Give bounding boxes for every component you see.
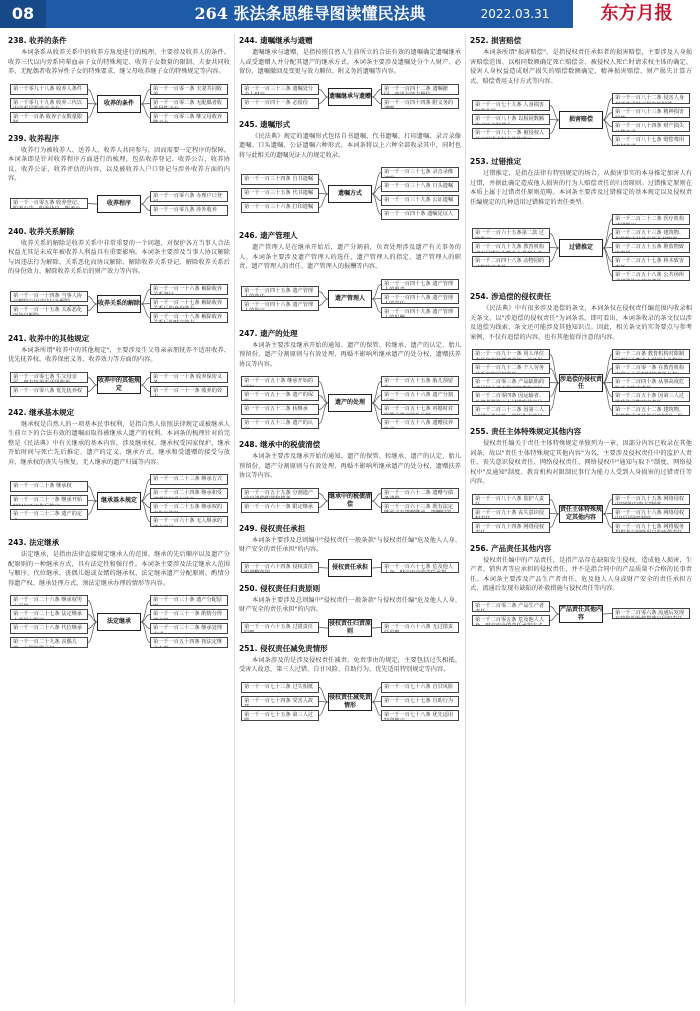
mind-map-node: 第一千一百八十三条 精神损害 xyxy=(612,107,690,118)
connector-line xyxy=(372,493,381,501)
section-title: 254. 涉追偿的侵权责任 xyxy=(470,292,552,301)
connector-line xyxy=(319,299,328,306)
article-section xyxy=(239,644,461,726)
connector-line xyxy=(88,203,97,204)
mind-map-node: 第一千一百二十七条 法定继承 xyxy=(10,609,88,620)
connector-line xyxy=(319,702,328,716)
mind-map-node: 第一千一百五十一条 遗产的保 xyxy=(241,390,319,401)
mind-map-node: 第一千一百二十四条 继承和受 xyxy=(150,488,228,499)
section-body: 本词条所谓"损害赔偿"，是指侵权责任承担者的损害赔偿，主要涉及人身损害赔偿范围、以相同数额确定死亡赔偿金、被侵权人死亡时请求权主体的确定、侵害人身权益造成财产损失的赔偿数额确定、精神损害赔偿、财产损失计算方式、赔偿费用支付方式等内容。 xyxy=(470,49,692,85)
article-section xyxy=(239,120,461,226)
mind-map-node: 第一千一百六十二条 遗赠与债 xyxy=(381,488,459,499)
article-section xyxy=(8,408,230,533)
mind-map-hub: 过错推定 xyxy=(559,239,603,257)
mind-map-hub: 侵权责任归责原则 xyxy=(329,620,372,635)
section-title: 244. 遗嘱继承与遗赠 xyxy=(239,36,313,45)
connector-line xyxy=(141,89,150,104)
connector-line xyxy=(319,501,328,508)
mind-map-node: 第一千一百四十八条 遗产管理 xyxy=(381,293,459,304)
mind-map-node: 第一千二百五十二条 建筑物、 xyxy=(612,405,690,416)
mind-map-node: 第一千一百六十条 无人继承的 xyxy=(150,516,228,527)
article-section xyxy=(239,329,461,435)
issue-date: 2022.03.31 xyxy=(480,7,550,21)
connector-line xyxy=(319,194,328,208)
connector-line xyxy=(603,383,612,397)
mind-map-diagram xyxy=(8,80,230,128)
mind-map-diagram xyxy=(470,345,692,421)
mind-map-node: 第一千一百四十七条 遗产管理 xyxy=(381,279,459,290)
article-section xyxy=(239,36,461,114)
connector-line xyxy=(88,377,97,385)
mind-map-hub: 产品责任其他内容 xyxy=(560,606,603,621)
page-header xyxy=(0,0,700,28)
mind-map-node: 第一千一百七十七条 自助行为 xyxy=(381,696,459,707)
mind-map-node: 第一千一百一十四条 当事人协 xyxy=(10,291,88,302)
mind-map-node: 第一千一百六十五条 过错责任 xyxy=(241,622,319,633)
article-section xyxy=(8,538,230,653)
mind-map-node: 第一千二百五十三条 建筑物、 xyxy=(612,228,690,239)
mind-map-node: 第一千一百三十二条 继承处理 xyxy=(150,623,228,634)
mind-map-node: 第一千一百五十四条 按法定继 xyxy=(150,637,228,648)
mind-map-node: 第一千一百零七条 生父母亲 xyxy=(10,372,88,383)
mind-map-node: 第一千一百一十七条 解除收养 xyxy=(150,298,228,309)
section-title: 252. 损害赔偿 xyxy=(470,36,522,45)
mind-map-node: 第一千二百五十条 因第三人过 xyxy=(612,391,690,402)
connector-line xyxy=(319,627,328,628)
mind-map-node: 第一千一百九十一条 用人单位 xyxy=(472,349,550,360)
section-body: 《民法典》中有很多涉及追偿的条文，本词条仅在侵权责任编范围内收录相关条文。以"涉追偿的侵权责任"为词条名，即可看出，本词条收录的条文仅以涉及追偿为线索，条文还可能涉及其他知识点。因此，相关条文的实务要点与参考案例，不仅有追偿的内容，也有其他值得注意的内容。 xyxy=(470,305,692,341)
section-body: 本词条主要涉及继承开始的通知、遗产的保管、转继承、遗产的认定、胎儿预留份、遗产分割原则与有效处理、再婚不影响所继承遗产的处分权、遗赠扶养协议等内容。 xyxy=(239,453,461,479)
mind-map-node: 第一千二百零二条 产品生产者 xyxy=(472,601,550,612)
mind-map-diagram xyxy=(470,597,692,631)
section-title: 246. 遗产管理人 xyxy=(239,231,298,240)
connector-line xyxy=(603,514,612,528)
connector-line xyxy=(603,499,612,514)
connector-line xyxy=(88,89,97,104)
mind-map-node: 第一千一百四十一条 必留份 xyxy=(241,98,319,109)
connector-line xyxy=(319,687,328,702)
mind-map-node: 第一千一百三十八条 口头遗嘱 xyxy=(381,181,459,192)
section-title: 250. 侵权责任归责原则 xyxy=(239,583,321,593)
section-body: 继承权是自然人的一项基本民事权利，是指自然人依照法律规定或被继承人生前立下的合法有效的遗嘱而取得被继承人遗产的权利。本词条的梳理针对的完整是《民法典》中有关继承的基本内容，涉及继承权、继承权受国家保护、继承开始时间与死亡先后推定、遗产的定义、继承方式、继承和受遗赠的接受与放弃、继承权的丧失与恢复、无人继承的遗产归属等内容。 xyxy=(8,420,230,466)
mind-map-node: 第一千一百一十六条 解除收养 xyxy=(150,284,228,295)
section-body: 本词条主要涉及继承开始的通知、遗产的保管、转继承、遗产的认定、胎儿预留份、遗产分割原则与有效处理、再婚不影响所继承遗产的处分权、遗赠扶养协议等内容。 xyxy=(239,341,461,368)
section-body: 遗嘱继承与遗赠，是指按照自然人生前所立的合法有效的遗嘱确定遗嘱继承人或受遗赠人并分配其遗产的继承方式。本词条主要涉及遗嘱处分个人财产、必留份、遗嘱撤回及变更与效力顺位、附义务的遗嘱等内容。 xyxy=(239,49,461,75)
article-section xyxy=(470,544,692,631)
section-title: 240. 收养关系解除 xyxy=(8,226,75,236)
connector-line xyxy=(603,613,612,614)
connector-line xyxy=(550,499,559,514)
mind-map-diagram xyxy=(8,187,230,221)
mind-map-node: 第一千一百六十六条 无过错责 xyxy=(381,622,459,633)
mind-map-diagram xyxy=(239,678,461,726)
mind-map-diagram xyxy=(470,490,692,538)
mind-map-node: 第一千一百三十六条 打印遗嘱 xyxy=(241,202,319,213)
section-title: 249. 侵权责任承担 xyxy=(239,523,306,533)
connector-line xyxy=(372,567,381,568)
mind-map-node: 第一千一百五十二条 转继承 xyxy=(241,404,319,415)
section-body: 本词条系从收养关系中的收养方角度进行的梳理，主要涉及收养人的条件、收养三代以内旁系同辈血亲子女的特殊规定、收养子女数量的限制、夫妻共同收养、无配偶者收养异性子女的特殊要求、继父母收养继子女的特殊规定等内容。 xyxy=(8,49,230,75)
mind-map-node: 第一千一百二十九条 丧偶儿 xyxy=(10,637,88,648)
column-right xyxy=(470,34,692,1004)
mind-map-hub: 收养程序 xyxy=(97,195,141,213)
mind-map-node: 第一千一百七十三条 过失相抵 xyxy=(241,682,319,693)
section-body: 收养关系的解除是收养关系中非常重要的一个问题，对保护各方当事人合法权益尤其是未成年被收养人利益具有重要影响。本词条主要涉及当事人协议解除与因违法行为解除、关系恶化而协议解除、解除收养关系登记、解除收养关系后的身份效力、解除收养关系后的财产效力等内容。 xyxy=(8,239,230,275)
section-body: 《民法典》规定的遗嘱形式包括自书遗嘱、代书遗嘱、打印遗嘱、录音录像遗嘱、口头遗嘱、公证遗嘱六种形式。本词条将以上六种全部收录其中，同时也将与此相关的遗嘱见证人的规定收录。 xyxy=(239,132,461,159)
mind-map-node: 第一千一百五十三条 遗产的认 xyxy=(241,418,319,429)
section-title: 255. 责任主体特殊规定其他内容 xyxy=(470,427,582,436)
section-body: 法定继承，是指由法律直接规定继承人的范围、继承的先后顺序以及遗产分配原则的一种继承方式，具有法定性和强行性。本词条主要涉及法定继承人范围与顺序、代位继承、丧偶儿媳或女婿的继承权、法定继承遗产分配原则、酌情分得遗产权、继承处理方式、须法定继承办理的情形等内容。 xyxy=(8,551,230,587)
mind-map-node: 第一千一百七十九条 人身损害 xyxy=(472,100,550,111)
section-title: 251. 侵权责任减免责情形 xyxy=(239,643,328,653)
mind-map-node: 第一千零九十八条 收养人条件 xyxy=(10,84,88,95)
mind-map-node: 第一千一百一十一条 收养的效 xyxy=(150,386,228,397)
mind-map-hub: 遗产管理人 xyxy=(328,290,372,308)
connector-line xyxy=(319,493,328,501)
mind-map-node: 第一千一百三十条 遗产分配原 xyxy=(150,595,228,606)
mind-map-node: 第一千二百五十七条 林木致害 xyxy=(612,256,690,267)
mind-map-node: 第一千二百零三条 产品缺陷的 xyxy=(472,377,550,388)
mind-map-node: 第一千一百条 收养子女数量限 xyxy=(10,112,88,123)
connector-line xyxy=(603,248,612,276)
mind-map-node: 第一千一百四十二条 遗嘱撤 xyxy=(381,84,459,95)
mind-map-node: 第一千二百五十八条 公共场所 xyxy=(612,270,690,281)
connector-line xyxy=(319,291,328,299)
mind-map-hub: 遗嘱方式 xyxy=(328,185,372,203)
page-title: 264 张法条思维导图读懂民法典 xyxy=(194,4,426,23)
connector-line xyxy=(550,120,559,134)
connector-line xyxy=(550,614,559,621)
mind-map-hub: 收养的条件 xyxy=(97,95,141,113)
column-middle xyxy=(239,34,461,1004)
column-left xyxy=(8,34,230,1004)
mind-map-node: 第一千二百零一条 在教育机构 xyxy=(612,363,690,374)
connector-line xyxy=(88,296,97,304)
article-section xyxy=(239,524,461,578)
mind-map-node: 第一千一百二十三条 继承方式 xyxy=(150,474,228,485)
mind-map-diagram xyxy=(239,275,461,323)
article-section xyxy=(470,427,692,538)
connector-line xyxy=(372,89,381,97)
connector-line xyxy=(372,97,381,104)
mind-map-node: 第一千一百五十九条 分割遗产 xyxy=(241,488,319,499)
connector-line xyxy=(550,248,559,262)
article-section xyxy=(239,231,461,323)
mind-map-node: 第一千一百五十五条 胎儿预留 xyxy=(381,376,459,387)
mind-map-hub: 遗嘱继承与遗赠 xyxy=(328,88,372,106)
article-section xyxy=(8,334,230,402)
mind-map-diagram xyxy=(8,280,230,328)
section-title: 245. 遗嘱形式 xyxy=(239,119,291,129)
section-title: 243. 法定继承 xyxy=(8,538,60,547)
mind-map-node: 第一千一百九十二条 个人劳务 xyxy=(472,363,550,374)
section-title: 256. 产品责任其他内容 xyxy=(470,543,552,553)
mind-map-node: 第一千一百三十三条 遗嘱处分 xyxy=(241,84,319,95)
section-body: 侵权责任编关于责任主体特殊规定单独列为一章，因部分内容已收录在其他词条，故以"责任主体特殊规定其他内容"为名，主要涉及侵权责任中的监护人责任、丧失意识侵权责任、网络侵权责任、网络侵权中"通知与取下"制度、网络侵权中"反通知"制度、教育机构对限制民事行为能力人受到人身损害的过错责任等内容。 xyxy=(470,440,692,485)
mind-map-node: 第一千一百零八条 优先抚养权 xyxy=(10,386,88,397)
mind-map-node: 第一千一百九十六条 网络侵权 xyxy=(612,508,690,519)
mind-map-hub: 收养中的其他规定 xyxy=(98,377,141,392)
article-section xyxy=(470,157,692,286)
mind-map-diagram xyxy=(239,618,461,638)
section-body: 本词条所谓"收养中的其他规定"，主要涉及生父母亲亲朋抚养不适用收养、优先抚养权、收养保密义务、收养效力等方面的内容。 xyxy=(8,346,230,363)
connector-line xyxy=(141,304,150,318)
article-section xyxy=(8,227,230,328)
connector-line xyxy=(372,627,381,628)
mind-map-node: 第一千一百二十六条 继承权男 xyxy=(10,595,88,606)
connector-line xyxy=(550,106,559,121)
mind-map-node: 第一千二百零六条 流通后发现 xyxy=(612,608,690,619)
mind-map-node: 第一千一百三十九条 公证遗嘱 xyxy=(381,195,459,206)
connector-line xyxy=(372,702,381,716)
connector-line xyxy=(141,204,150,211)
mind-map-node: 第一千一百四十五条 遗产管理 xyxy=(241,286,319,297)
article-section xyxy=(239,584,461,638)
mind-map-diagram xyxy=(239,372,461,434)
mind-map-node: 第一千二百条 教育机构对限制 xyxy=(612,349,690,360)
mind-map-node: 第一千一百八十八条 监护人责 xyxy=(472,494,550,505)
connector-line xyxy=(372,284,381,299)
mind-map-node: 第一千一百六十五条第二款 过 xyxy=(472,228,550,239)
connector-line xyxy=(88,304,97,311)
connector-line xyxy=(141,377,150,385)
mind-map-node: 第一千一百八十二条 侵害人身 xyxy=(612,93,690,104)
connector-line xyxy=(319,567,328,568)
mind-map-node: 第一千二百五十五条 堆放物致 xyxy=(612,242,690,253)
mind-map-node: 第一千一百三十一条 酌情分得 xyxy=(150,609,228,620)
mind-map-node: 第一千一百九十四条 网络侵权 xyxy=(472,522,550,533)
mind-map-node: 第一千二百二十二条 医疗机构 xyxy=(612,214,690,225)
mind-map-node: 第一千一百八十条 以相同数额 xyxy=(472,114,550,125)
mind-map-node: 第一千一百五十八条 遗赠扶养 xyxy=(381,418,459,429)
mind-map-node: 第一千一百六十四条 侵权责任 xyxy=(241,562,319,573)
mind-map-node: 第一千一百七十八条 优先适用 xyxy=(381,710,459,721)
mind-map-node: 第一千一百四十九条 遗产管理 xyxy=(381,307,459,318)
mind-map-node: 第一千一百一十条 收养保密义 xyxy=(150,372,228,383)
mind-map-node: 第一千零九十九条 收养三代以 xyxy=(10,98,88,109)
connector-line xyxy=(550,234,559,249)
mind-map-node: 第一千一百二十二条 遗产的定 xyxy=(10,509,88,520)
mind-map-node: 第一千一百一十八条 解除收养 xyxy=(150,312,228,323)
connector-line xyxy=(141,385,150,392)
section-body: 本词条主要涉及总则编中"侵权责任一般条款"与侵权责任编"危及他人人身、财产安全的责任承担"的内容。 xyxy=(239,536,461,553)
mind-map-node: 第一千一百零二条 无配偶者收 xyxy=(150,98,228,109)
section-title: 248. 继承中的税债清偿 xyxy=(239,440,321,449)
mind-map-hub: 涉追偿的侵权责任 xyxy=(560,375,603,390)
mind-map-node: 第一千二百零五条 危及他人人 xyxy=(472,615,550,626)
mind-map-node: 第一千一百七十六条 自甘风险 xyxy=(381,682,459,693)
mind-map-node: 第一千一百二十一条 继承开始 xyxy=(10,495,88,506)
connector-line xyxy=(141,196,150,204)
mind-map-node: 第一千一百零五条 收养登记、 xyxy=(10,198,88,209)
connector-line xyxy=(550,383,559,411)
connector-line xyxy=(372,687,381,702)
section-body: 本词条涉及的是涉及侵权责任减责、免责事由的规定，主要包括过失相抵、受害人故意、第三人过错、自甘风险、自助行为、优先适用特别规定等内容。 xyxy=(239,656,461,673)
section-body: 过错推定，是指在法律有特别规定的场合，从损害事实的本身推定加害人有过错，并据此确定造成他人损害的行为人赔偿责任的归责原则。过错推定原则在本质上属于过错责任原则范畴。本词条主要涉及过错推定的基本规定以及侵权责任编规定的几种适用过错推定的责任类型。 xyxy=(470,170,692,206)
mind-map-node: 第一千一百四十条 遗嘱见证人 xyxy=(381,209,459,220)
mind-map-node: 第一千一百三十五条 代书遗嘱 xyxy=(241,188,319,199)
mind-map-diagram xyxy=(470,89,692,151)
connector-line xyxy=(550,606,559,614)
mind-map-node: 第一千一百五十条 继承开始的 xyxy=(241,376,319,387)
mind-map-hub: 继承基本规定 xyxy=(97,492,141,510)
mind-map-node: 第一千一百七十四条 受害人故 xyxy=(241,696,319,707)
connector-line xyxy=(88,487,97,502)
mind-map-node: 第一千二百四十八条 动物园的 xyxy=(472,256,550,267)
connector-line xyxy=(319,89,328,97)
mind-map-node: 第一千一百零一条 夫妻共同收 xyxy=(150,84,228,95)
article-section xyxy=(470,292,692,421)
section-title: 241. 收养中的其他规定 xyxy=(8,333,90,343)
mind-map-diagram xyxy=(8,470,230,532)
mind-map-hub: 法定继承 xyxy=(97,613,141,631)
mind-map-node: 第一千一百八十一条 被侵权人 xyxy=(472,128,550,139)
mind-map-diagram xyxy=(239,80,461,114)
mind-map-node: 第一千一百六十一条 限定继承 xyxy=(241,502,319,513)
connector-line xyxy=(603,248,612,262)
section-title: 253. 过错推定 xyxy=(470,157,522,166)
section-title: 247. 遗产的处理 xyxy=(239,328,298,338)
mind-map-node: 第一千一百九十条 丧失意识侵 xyxy=(472,508,550,519)
mind-map-hub: 侵权责任承担 xyxy=(328,559,372,577)
mind-map-node: 第一千一百三十四条 自书遗嘱 xyxy=(241,174,319,185)
mind-map-node: 第一千一百九十五条 网络侵权 xyxy=(612,494,690,505)
connector-line xyxy=(88,385,97,392)
mind-map-hub: 侵权责任减免责情形 xyxy=(329,694,372,709)
connector-line xyxy=(550,383,559,397)
mind-map-node: 第一千一百八十四条 财产损失 xyxy=(612,121,690,132)
mind-map-node: 第一千二百四十条 从事高度危 xyxy=(612,377,690,388)
article-section xyxy=(8,134,230,221)
connector-line xyxy=(319,180,328,195)
section-title: 239. 收养程序 xyxy=(8,133,60,143)
connector-line xyxy=(372,501,381,508)
mind-map-diagram xyxy=(239,558,461,578)
mind-map-node: 第一千一百九十九条 教育机构 xyxy=(472,242,550,253)
mind-map-node: 第一千一百二十五条 继承权的 xyxy=(150,502,228,513)
mind-map-hub: 遗产的处理 xyxy=(328,394,372,412)
connector-line xyxy=(372,299,381,313)
section-body: 遗产管理人是在继承开始后，遗产分割前，负责处理涉及遗产有关事务的人。本词条主要涉及遗产管理人的选任、遗产管理人的指定、遗产管理人的职责、遗产管理人的责任、遗产管理人的报酬等内容。 xyxy=(239,244,461,270)
section-body: 收养行为被收养人、送养人、收养人共同参与，因而需要一定程序的保障。本词条即是针对收养程序方面进行的梳理，包括收养登记、收养公告、收养协议、收养公证、收养评估的内容，以及被收养人户口登记与涉外收养方面的内容。 xyxy=(8,146,230,182)
mind-map-node: 第一千一百二十八条 代位继承 xyxy=(10,623,88,634)
connector-line xyxy=(550,514,559,528)
mind-map-diagram xyxy=(8,591,230,653)
mind-map-diagram xyxy=(8,368,230,402)
column-divider xyxy=(234,34,235,1004)
mind-map-hub: 损害赔偿 xyxy=(559,111,603,129)
mind-map-hub: 责任主体特殊规定其他内容 xyxy=(560,506,603,521)
connector-line xyxy=(88,501,97,515)
mind-map-node: 第一千一百三十七条 录音录像 xyxy=(381,167,459,178)
section-title: 242. 继承基本规定 xyxy=(8,407,75,417)
mind-map-diagram xyxy=(239,163,461,225)
mind-map-node: 第一千一百五十七条 再婚时对 xyxy=(381,404,459,415)
column-divider xyxy=(465,34,466,1004)
mind-map-node: 第一千一百七十五条 第三人过 xyxy=(241,710,319,721)
mind-map-node: 第一千一百二十条 继承权 xyxy=(10,481,88,492)
mind-map-hub: 继承中的税债清偿 xyxy=(329,493,372,508)
newspaper-brand: 东方月报 xyxy=(570,0,700,28)
article-section xyxy=(239,440,461,518)
mind-map-node: 第一千二百三十三条 因第三人 xyxy=(472,405,550,416)
article-section xyxy=(8,36,230,128)
connector-line xyxy=(141,104,150,118)
connector-line xyxy=(88,104,97,118)
mind-map-node: 第一千一百九十七条 网络服务 xyxy=(612,522,690,533)
connector-line xyxy=(603,383,612,411)
mind-map-node: 第一千一百四十六条 遗产管理 xyxy=(241,300,319,311)
connector-line xyxy=(319,97,328,104)
mind-map-node: 第一千一百零三条 继父母收养 xyxy=(150,112,228,123)
mind-map-hub: 收养关系的解除 xyxy=(97,295,141,313)
mind-map-node: 第一千一百八十七条 赔偿费用 xyxy=(612,135,690,146)
connector-line xyxy=(141,289,150,304)
mind-map-node: 第一千一百零六条 办理户口登 xyxy=(150,191,228,202)
page-number: 08 xyxy=(0,0,46,28)
mind-map-node: 第一千一百六十七条 危及他人 xyxy=(381,562,459,573)
mind-map-diagram xyxy=(239,484,461,518)
section-body: 本词条主要涉及总则编中"侵权责任一般条款"与侵权责任编"危及他人人身、财产安全的责任承担"的内容。 xyxy=(239,596,461,613)
mind-map-node: 第一千一百零九条 涉外收养 xyxy=(150,205,228,216)
mind-map-node: 第一千一百六十三条 既有法定 xyxy=(381,502,459,513)
article-section xyxy=(470,36,692,151)
section-body: 侵权责任编中的产品责任，是指产品存在缺陷发生侵权，造成他人损害，生产者、销售者等应承担的侵权责任，并不是指合同中的产品质量不合格的民事责任。本词条主要涉及产品生产者责任、危及他人人身或财产安全的责任承担方式、流通后发现有缺陷的补救措施与侵权责任等内容。 xyxy=(470,556,692,592)
section-title: 238. 收养的条件 xyxy=(8,36,67,45)
mind-map-diagram xyxy=(470,210,692,286)
mind-map-node: 第一千一百一十五条 关系恶化 xyxy=(10,305,88,316)
mind-map-node: 第一千二百零四条 因运输者、 xyxy=(472,391,550,402)
mind-map-node: 第一千一百五十六条 遗产分割 xyxy=(381,390,459,401)
mind-map-node: 第一千一百四十四条 附义务的 xyxy=(381,98,459,109)
